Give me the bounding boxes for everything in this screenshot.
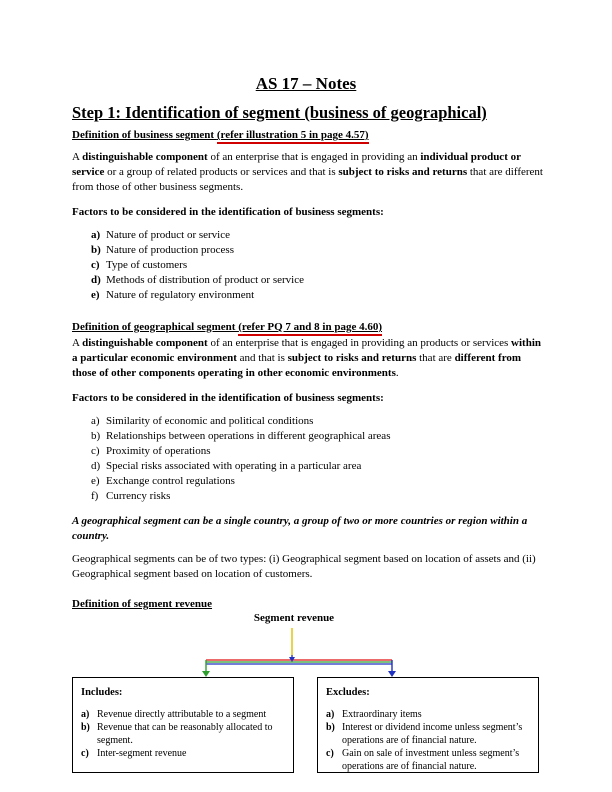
- paragraph-run: and that is: [236, 352, 288, 364]
- list-item-text: Revenue directly attributable to a segment: [97, 709, 267, 720]
- list-item-text: Gain on sale of investment unless segment’s operations are of financial nature.: [342, 748, 520, 772]
- paragraph-run: A: [72, 151, 83, 163]
- business-def-heading: Definition of business segment (refer illustration 5 in page 4.57): [72, 129, 369, 141]
- paragraph-run: subject to risks and returns: [338, 166, 468, 178]
- list-marker: b): [326, 722, 335, 733]
- list-marker: a): [91, 415, 100, 427]
- list-item-text: Relationships between operations in different geographical areas: [106, 430, 391, 442]
- list-item-text: Nature of production process: [106, 244, 234, 256]
- paragraph-run: distinguishable component: [82, 151, 208, 163]
- paragraph-run: A: [72, 337, 83, 349]
- list-marker: d): [91, 274, 101, 286]
- paragraph-run: within a particular economic environment: [72, 337, 542, 364]
- list-marker: a): [81, 709, 90, 720]
- list-marker: d): [91, 460, 101, 472]
- list-item: [81, 708, 285, 721]
- excludes-box: [317, 677, 539, 773]
- list-marker: b): [91, 244, 101, 256]
- list-item-text: Exchange control regulations: [106, 475, 235, 487]
- paragraph-run: of an enterprise that is engaged in providing an products or services: [207, 337, 512, 349]
- paragraph-run: that are different from those of other business segments.: [72, 166, 543, 193]
- segment-revenue-title: Segment revenue: [253, 612, 335, 624]
- list-item-text: Methods of distribution of product or service: [106, 274, 304, 286]
- paragraph-run: of an enterprise that is engaged in providing an: [207, 151, 421, 163]
- list-item-text: Nature of regulatory environment: [106, 289, 255, 301]
- list-marker: e): [91, 289, 100, 301]
- geo-factors-heading: Factors to be considered in the identification of business segments:: [72, 392, 384, 404]
- list-marker: c): [91, 259, 100, 271]
- list-item-text: Nature of product or service: [106, 229, 231, 241]
- list-item-text: Similarity of economic and political conditions: [106, 415, 314, 427]
- list-item: [326, 708, 530, 721]
- list-marker: a): [91, 229, 101, 241]
- list-item-text: Inter-segment revenue: [97, 748, 187, 759]
- list-marker: b): [81, 722, 90, 733]
- paragraph-run: different from those of other components operating in other economic environments: [72, 352, 522, 379]
- list-marker: e): [91, 475, 100, 487]
- list-item-text: Special risks associated with operating in a particular area: [106, 460, 362, 472]
- list-item: [81, 721, 285, 747]
- includes-heading: Includes:: [81, 687, 123, 698]
- geo-def-heading: Definition of geographical segment (refer PQ 7 and 8 in page 4.60): [72, 321, 383, 333]
- geo-def-reference: (refer PQ 7 and 8 in page 4.60): [238, 321, 383, 333]
- includes-list: [81, 708, 285, 760]
- paragraph-run: distinguishable component: [82, 337, 208, 349]
- list-item-text: Extraordinary items: [342, 709, 422, 720]
- list-marker: a): [326, 709, 335, 720]
- list-item-text: Revenue that can be reasonably allocated to segment.: [97, 722, 273, 746]
- includes-box: [72, 677, 294, 773]
- list-item-text: Currency risks: [106, 490, 171, 502]
- list-marker: b): [91, 430, 101, 442]
- excludes-heading: Excludes:: [326, 687, 370, 698]
- excludes-list: [326, 708, 530, 773]
- list-item: [81, 747, 285, 760]
- list-marker: c): [81, 748, 89, 759]
- business-def-reference: (refer illustration 5 in page 4.57): [216, 129, 369, 141]
- geo-italic-note: A geographical segment can be a single country, a group of two or more countries or region within a country.: [72, 515, 528, 542]
- list-item-text: Proximity of operations: [106, 445, 211, 457]
- revenue-def-heading: Definition of segment revenue: [72, 598, 213, 610]
- list-marker: c): [326, 748, 334, 759]
- list-item-text: Type of customers: [106, 259, 188, 271]
- paragraph-run: or a group of related products or services and that is: [104, 166, 339, 178]
- list-item: [326, 747, 530, 773]
- list-item: [326, 721, 530, 747]
- page-title: AS 17 – Notes: [255, 74, 357, 93]
- paragraph-run: individual product or service: [72, 151, 521, 178]
- paragraph-run: .: [395, 367, 399, 379]
- business-factors-heading: Factors to be considered in the identification of business segments:: [72, 206, 384, 218]
- paragraph-run: that are: [416, 352, 455, 364]
- paragraph-run: subject to risks and returns: [287, 352, 417, 364]
- list-marker: c): [91, 445, 100, 457]
- list-marker: f): [91, 490, 99, 502]
- geo-types-paragraph: Geographical segments can be of two types: (i) Geographical segment based on location of assets and (ii) Geographical segment based on location of customers.: [72, 553, 536, 580]
- step-heading: Step 1: Identification of segment (business of geographical): [72, 103, 487, 122]
- list-item-text: Interest or dividend income unless segment’s operations are of financial nature.: [342, 722, 523, 746]
